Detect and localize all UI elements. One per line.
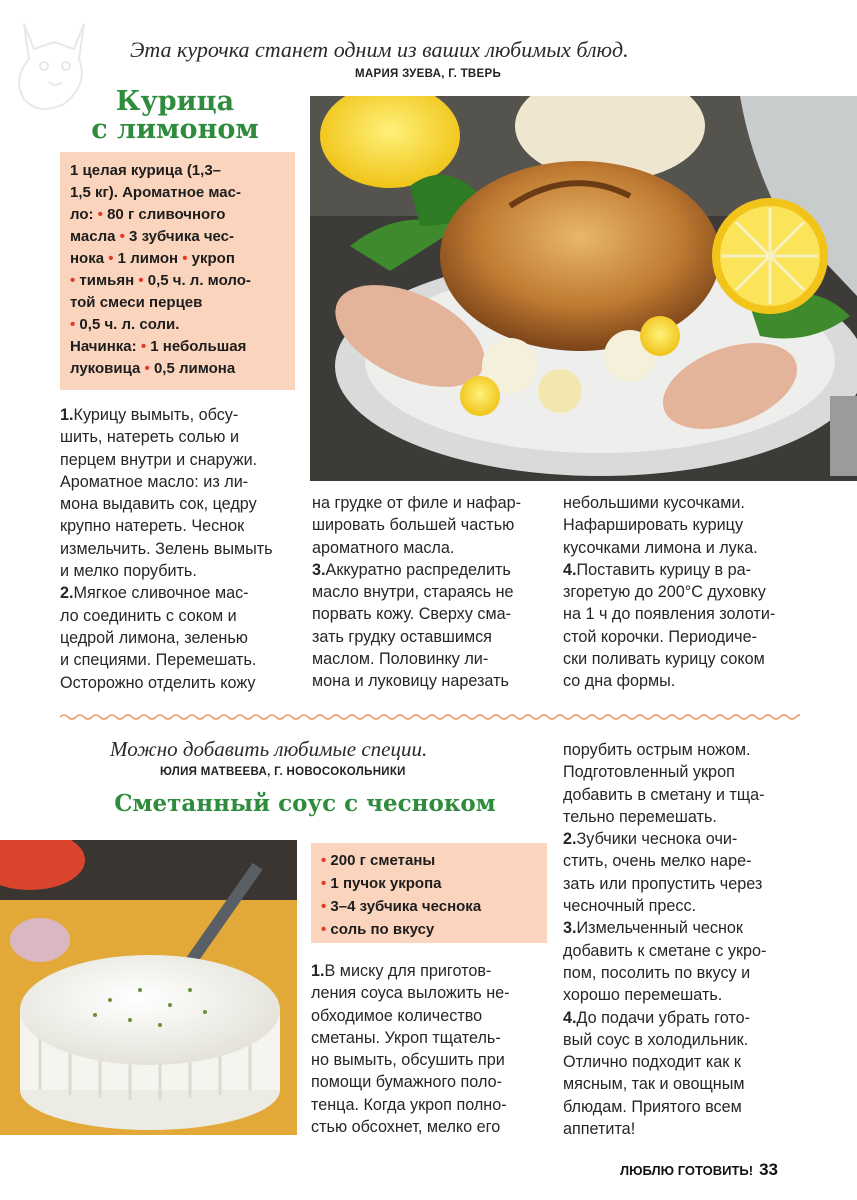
page-footer — [620, 1160, 778, 1180]
text-line: порвать кожу. Сверху сма- — [312, 605, 511, 624]
recipe1-title-line2: с лимоном — [91, 114, 259, 145]
text-line: кусочками лимона и лука. — [563, 538, 758, 557]
text-line: добавить в сметану и тща- — [563, 785, 765, 804]
text-line: Нафаршировать курицу — [563, 516, 744, 535]
text-line: шировать большей частью — [312, 516, 515, 535]
recipe1-title-line1: Курица — [115, 86, 235, 117]
text-line: аппетита! — [563, 1120, 636, 1139]
sauce-photo — [0, 840, 297, 1135]
text-line: стью обсохнет, мелко его — [311, 1118, 501, 1137]
text-line: шить, натереть солью и — [60, 428, 239, 447]
text-line: ло соединить с соком и — [60, 606, 237, 625]
text-line: тенца. Когда укроп полно- — [311, 1095, 507, 1114]
text-line: зать или пропустить через — [563, 874, 763, 893]
page-number: 33 — [759, 1160, 778, 1179]
text-line: цедрой лимона, зеленью — [60, 628, 248, 647]
text-line: Отлично подходит как к — [563, 1053, 741, 1072]
text-line: Подготовленный укроп — [563, 763, 735, 782]
text-line: 2.Зубчики чеснока очи- — [563, 830, 738, 849]
recipe1-ingredients-list — [70, 160, 285, 380]
recipe1-quote: Эта курочка станет одним из ваших любимых блюд. — [130, 37, 629, 62]
text-line: блюдам. Приятого всем — [563, 1097, 742, 1116]
text-line: 1.В миску для приготов- — [311, 962, 492, 980]
magazine-name: ЛЮБЛЮ ГОТОВИТЬ! — [620, 1163, 754, 1178]
text-line: стой корочки. Периодиче- — [563, 627, 757, 646]
section-divider — [60, 712, 800, 722]
text-line: зать грудку оставшимся — [312, 627, 492, 646]
recipe2-author: ЮЛИЯ МАТВЕЕВА, Г. НОВОСОКОЛЬНИКИ — [160, 766, 406, 778]
text-line: згоретую до 200°С духовку — [563, 583, 766, 602]
text-line: 4.До подачи убрать гото- — [563, 1008, 751, 1027]
text-line: вый соус в холодильник. — [563, 1030, 749, 1049]
recipe2-column-right — [563, 739, 803, 1140]
text-line: мона и луковицу нарезать — [312, 672, 509, 691]
text-line: крупно натереть. Чеснок — [60, 517, 245, 536]
recipe1-column-2 — [312, 492, 552, 693]
text-line: 1.Курицу вымыть, обсу- — [60, 406, 239, 424]
recipe1-author: МАРИЯ ЗУЕВА, Г. ТВЕРЬ — [355, 68, 502, 80]
ingredient-line: • 0,5 ч. л. соли. — [70, 316, 180, 333]
text-line: Осторожно отделить кожу — [60, 673, 256, 692]
ingredient-line: • тимьян • 0,5 ч. л. моло- — [70, 272, 251, 289]
text-line: со дна формы. — [563, 672, 676, 691]
text-line: чесночный пресс. — [563, 897, 697, 916]
ingredient-line: • 3–4 зубчика чеснока — [321, 898, 482, 915]
chicken-photo — [310, 96, 857, 481]
sauce-photo-image — [0, 840, 297, 1135]
ingredient-line: 1 целая курица (1,3– — [70, 162, 222, 179]
text-line: 2.Мягкое сливочное мас- — [60, 584, 249, 603]
text-line: мясным, так и овощным — [563, 1075, 745, 1094]
ingredient-line: луковица • 0,5 лимона — [70, 360, 236, 377]
recipe2-ingredients-box — [311, 843, 547, 943]
recipe1-ingredients-box — [60, 152, 295, 390]
recipe2-title: Сметанный соус с чесноком — [114, 790, 496, 817]
ingredient-line: нока • 1 лимон • укроп — [70, 250, 235, 267]
text-line: 3.Измельченный чеснок — [563, 919, 744, 938]
text-line: на 1 ч до появления золоти- — [563, 605, 776, 624]
text-line: ароматного масла. — [312, 538, 455, 557]
text-line: маслом. Половинку ли- — [312, 650, 489, 669]
text-line: ления соуса выложить не- — [311, 984, 510, 1003]
ingredient-line: • 1 пучок укропа — [321, 875, 442, 892]
ingredient-line: масла • 3 зубчика чес- — [70, 228, 235, 245]
ingredient-line: Начинка: • 1 небольшая — [70, 338, 247, 355]
recipe1-column-3 — [563, 492, 803, 693]
text-line: хорошо перемешать. — [563, 986, 723, 1005]
chicken-photo-image — [310, 96, 857, 481]
ingredient-line: • 200 г сметаны — [321, 852, 436, 869]
text-line: помощи бумажного поло- — [311, 1073, 502, 1092]
text-line: на грудке от филе и нафар- — [312, 494, 521, 512]
text-line: Ароматное масло: из ли- — [60, 472, 249, 491]
text-line: порубить острым ножом. — [563, 741, 751, 759]
ingredient-line: • соль по вкусу — [321, 921, 435, 938]
recipe1-title — [80, 88, 270, 144]
text-line: обходимое количество — [311, 1006, 483, 1025]
text-line: мона выдавить сок, цедру — [60, 495, 257, 514]
ingredient-line: ло: • 80 г сливочного — [70, 206, 226, 223]
recipe2-column-middle — [311, 960, 551, 1138]
text-line: добавить к сметане с укро- — [563, 941, 767, 960]
text-line: небольшими кусочками. — [563, 494, 745, 512]
text-line: сметаны. Укроп тщатель- — [311, 1028, 501, 1047]
text-line: ски поливать курицу соком — [563, 650, 765, 669]
text-line: перцем внутри и снаружи. — [60, 450, 258, 469]
text-line: но вымыть, обсушить при — [311, 1051, 505, 1070]
recipe2-ingredients-list — [321, 849, 537, 941]
text-line: измельчить. Зелень вымыть — [60, 539, 273, 558]
text-line: тельно перемешать. — [563, 807, 717, 826]
text-line: 4.Поставить курицу в ра- — [563, 560, 752, 579]
text-line: и специями. Перемешать. — [60, 651, 257, 670]
text-line: стить, очень мелко наре- — [563, 852, 752, 871]
text-line: и мелко порубить. — [60, 562, 197, 581]
ingredient-line: той смеси перцев — [70, 294, 203, 311]
text-line: масло внутри, стараясь не — [312, 583, 514, 602]
ingredient-line: 1,5 кг). Ароматное мас- — [70, 184, 241, 201]
recipe1-column-1 — [60, 404, 300, 694]
recipe2-quote: Можно добавить любимые специи. — [110, 737, 428, 761]
text-line: пом, посолить по вкусу и — [563, 963, 751, 982]
text-line: 3.Аккуратно распределить — [312, 560, 511, 579]
